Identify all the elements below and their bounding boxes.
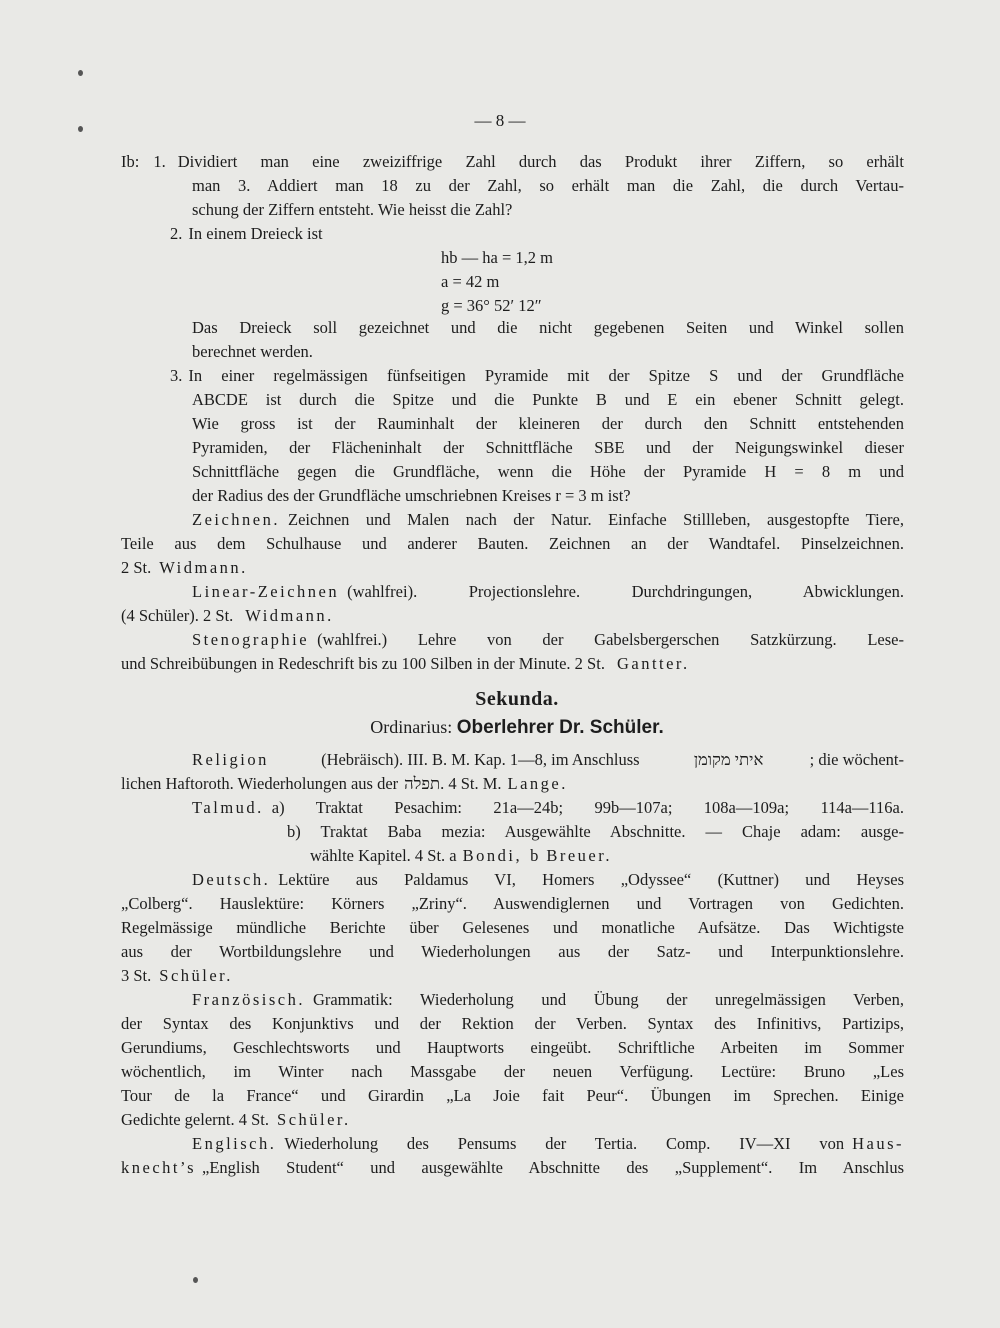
ib-task2-intro [170,223,870,245]
franz-line-4 [121,1061,904,1083]
author-name: knecht’s [121,1158,196,1177]
franz-line-3 [121,1037,904,1059]
teacher-name: Widmann. [159,558,248,577]
text-line: lichen Haftoroth. Wiederholungen aus der [121,774,399,793]
text-line: Grammatik: Wiederholung und Übung der unregelmässigen Verben, [312,990,904,1009]
text-line: wöchentlich, im Winter nach Massgabe der neuen Verfügung. Lectüre: Bruno „Les [121,1062,904,1081]
teacher-name: Bondi, [462,846,523,865]
formula-2: a = 42 m [441,272,500,291]
text-line: Gedichte gelernt. 4 St. [121,1110,270,1129]
religion-line-1 [192,749,904,771]
text-line: (wahlfrei.) Lehre von der Gabelsbergerschen Satzkürzung. Lese- [317,630,904,649]
englisch-line-2 [121,1157,904,1179]
text-line: wählte Kapitel. 4 St. a [310,846,457,865]
deutsch-line-2 [121,893,904,915]
task-number: 3. [170,366,183,385]
ordinarius-name: Oberlehrer Dr. Schüler. [456,717,664,738]
text-line: berechnet werden. [192,342,313,361]
ib-task3-line-3 [192,413,904,435]
zeichnen-line-1 [192,509,904,531]
task-number: 1. [153,152,166,171]
text-line: Teile aus dem Schulhause und anderer Bauten. Zeichnen an der Wandtafel. Pinselzeichnen. [121,534,904,553]
teacher-name: Schüler. [277,1110,351,1129]
deutsch-line-3 [121,917,904,939]
ordinarius-line [0,717,1000,739]
talmud-line-a [192,797,904,819]
englisch-line-1 [192,1133,904,1155]
ib-task1-line-1 [121,151,904,173]
steno-line-2 [121,653,904,675]
ib-task3-line-1 [170,365,904,387]
text-line: „Colberg“. Hauslektüre: Körners „Zriny“. Auswendiglernen und Vortragen von Gedichten. [121,894,904,913]
franz-line-1 [192,989,904,1011]
text-line: a) Traktat Pesachim: 21a—24b; 99b—107a; 108a—109a; 114a—116a. [271,798,904,817]
text-line: (wahlfrei). Projectionslehre. Durchdringungen, Abwicklungen. [347,582,904,601]
text-line: man 3. Addiert man 18 zu der Zahl, so erhält man die Zahl, die durch Vertau- [192,176,904,195]
subject-label: Religion [192,750,269,769]
text-line: Wie gross ist der Rauminhalt der kleineren der durch den Schnitt entstehenden [192,414,904,433]
text-line: Wiederholung des Pensums der Tertia. Comp. IV—XI von [284,1134,845,1153]
text-line: schung der Ziffern entsteht. Wie heisst die Zahl? [192,200,513,219]
text-line: 3 St. [121,966,152,985]
ib-task1-line-2 [192,175,904,197]
ordinarius-label: Ordinarius: [370,717,453,737]
zeichnen-line-3 [121,557,904,579]
talmud-line-b1 [287,821,904,843]
ib-task2-line-2 [192,341,904,363]
talmud-line-b2 [310,845,904,867]
text-line: Dividiert man eine zweiziffrige Zahl durch das Produkt ihrer Ziffern, so erhält [177,152,904,171]
text-line: (Hebräisch). III. B. M. Kap. 1—8, im Anschluss [321,750,640,769]
text-line: 2 St. [121,558,152,577]
text-line: (4 Schüler). 2 St. [121,606,234,625]
text-line: ; die wöchent- [809,750,904,769]
text-line: b) Traktat Baba mezia: Ausgewählte Abschnitte. — Chaje adam: ausge- [287,822,904,841]
text-line: Zeichnen und Malen nach der Natur. Einfache Stillleben, ausgestopfte Tiere, [288,510,904,529]
section-title: Sekunda. [475,688,559,710]
religion-line-2 [121,773,904,795]
scan-speck [193,1277,198,1283]
text-line: Regelmässige mündliche Berichte über Gelesenes und monatliche Aufsätze. Das Wichtigste [121,918,904,937]
teacher-name: Lange. [507,774,568,793]
text-line: Gerundiums, Geschlechtsworts und Hauptworts eingeübt. Schriftliche Arbeiten im Sommer [121,1038,904,1057]
formula-1: hb — ha = 1,2 m [441,248,553,267]
teacher-name: Widmann. [245,606,334,625]
ib-label: Ib: [121,152,140,171]
text-line: „English Student“ und ausgewählte Abschnitte des „Supplement“. Im Anschlus [202,1158,904,1177]
ib-task3-line-5 [192,461,904,483]
text-line: der Syntax des Konjunktivs und der Rektion der Verben. Syntax des Infinitivs, Partizips, [121,1014,904,1033]
teacher-name: Breuer. [546,846,612,865]
text-line: der Radius des der Grundfläche umschriebnen Kreises r = 3 m ist? [192,486,631,505]
text-line: Schnittfläche gegen die Grundfläche, wenn die Höhe der Pyramide H = 8 m und [192,462,904,481]
ib-task2-line-1 [192,317,904,339]
subject-label: Deutsch. [192,870,271,889]
page-number: — 8 — [474,111,526,130]
formula-3: g = 36° 52′ 12″ [441,296,542,315]
text-line: Das Dreieck soll gezeichnet und die nicht gegebenen Seiten und Winkel sollen [192,318,904,337]
ib-task3-line-4 [192,437,904,459]
text-line: Pyramiden, der Flächeninhalt der Schnittfläche SBE und der Neigungswinkel dieser [192,438,904,457]
linear-line-1 [192,581,904,603]
text-line: Lektüre aus Paldamus VI, Homers „Odyssee“ (Kuttner) und Heyses [278,870,904,889]
ib-task1-line-3 [192,199,904,221]
subject-label: Talmud. [192,798,264,817]
subject-label: Zeichnen. [192,510,281,529]
subject-label: Englisch. [192,1134,277,1153]
linear-line-2 [121,605,904,627]
franz-line-2 [121,1013,904,1035]
hebrew-text: תפלה [404,774,441,793]
subject-label: Linear-Zeichnen [192,582,340,601]
ib-task3-line-2 [192,389,904,411]
task-number: 2. [170,224,183,243]
deutsch-line-5 [121,965,904,987]
text-line: Tour de la France“ und Girardin „La Joie fait Peur“. Übungen im Sprechen. Einige [121,1086,904,1105]
subject-label: Französisch. [192,990,305,1009]
text-line: b [530,846,539,865]
text-line: In einer regelmässigen fünfseitigen Pyramide mit der Spitze S und der Grundfläche [188,366,904,385]
text-line: ABCDE ist durch die Spitze und die Punkte B und E ein ebener Schnitt gelegt. [192,390,904,409]
franz-line-6 [121,1109,904,1131]
zeichnen-line-2 [121,533,904,555]
deutsch-line-1 [192,869,904,891]
text-line: . 4 St. M. [440,774,502,793]
ib-task3-line-6 [192,485,904,507]
author-name: Haus- [852,1134,904,1153]
subject-label: Stenographie [192,630,310,649]
text-line: aus der Wortbildungslehre und Wiederholungen aus der Satz- und Interpunktionslehre. [121,942,904,961]
teacher-name: Gantter. [616,654,690,673]
text-line: In einem Dreieck ist [188,224,323,243]
text-line: und Schreibübungen in Redeschrift bis zu 100 Silben in der Minute. 2 St. [121,654,605,673]
steno-line-1 [192,629,904,651]
scan-speck [78,126,83,132]
franz-line-5 [121,1085,904,1107]
deutsch-line-4 [121,941,904,963]
teacher-name: Schüler. [159,966,233,985]
hebrew-text: איתי מקומן [693,750,764,769]
scan-speck [78,70,83,76]
